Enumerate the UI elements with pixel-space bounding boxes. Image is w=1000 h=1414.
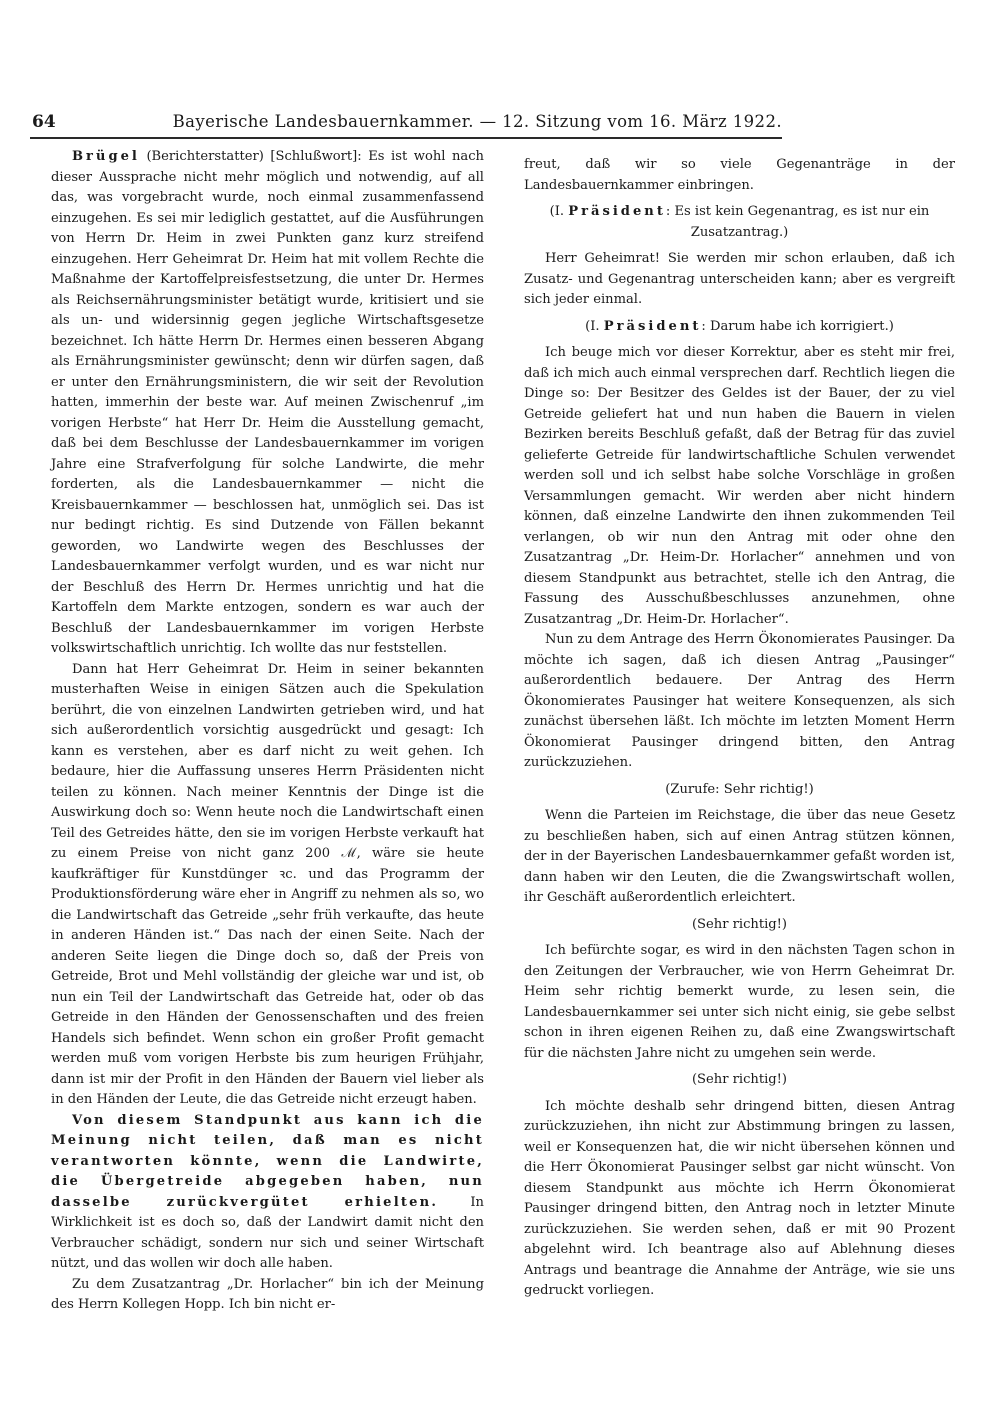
right-column: [524, 155, 955, 1302]
speaker-name: Präsident: [603, 318, 702, 334]
interjection-open: (I.: [585, 318, 604, 334]
paragraph-text: In Wirklichkeit ist es doch so, daß der Landwirt damit nicht den Verbraucher schädigt, sondern nur sich und seiner Wirtschaft nützt, und das wollen wir doch alle haben.: [51, 1194, 484, 1271]
interjection: [524, 317, 955, 338]
paragraph: Herr Geheimrat! Sie werden mir schon erlauben, daß ich Zusatz- und Gegenantrag unterscheiden kann; aber es vergreift sich jeder einmal.: [524, 251, 955, 307]
paragraph: freut, daß wir so viele Gegenanträge in der Landesbauernkammer einbringen.: [524, 157, 955, 193]
emphasized-text: Von diesem Standpunkt aus kann ich die Meinung nicht teilen, daß man es nicht verantworten könnte, wenn die Landwirte, die Übergetreide abgegeben haben, nun dasselbe zurückvergütet erhielten.: [51, 1112, 484, 1210]
paragraph: Wenn die Parteien im Reichstage, die über das neue Gesetz zu beschließen haben, sich auf einen Antrag stützen können, der in der Bayerischen Landesbauernkammer gefaßt worden ist, dann haben wir den Leuten, die die Zwangswirtschaft wollen, ihr Geschäft außerordentlich erleichtert.: [524, 808, 955, 905]
paragraph: Ich möchte deshalb sehr dringend bitten, diesen Antrag zurückzuziehen, ihn nicht zur Abstimmung bringen zu lassen, weil er Konsequenzen hat, die wir nicht übersehen können und die Herr Ökonomierat Pausinger selbst gar nicht wünscht. Von diesem Standpunkt aus möchte ich Herrn Ökonomierat Pausinger dringend bitten, den Antrag noch in letzter Minute zurückzuziehen. Sie werden sehen, daß er mit 90 Prozent abgelehnt wird. Ich beantrage also auf Ablehnung dieses Antrags und beantrage die Annahme der Anträge, wie sie uns gedruckt vorliegen.: [524, 1098, 955, 1298]
paragraph-text: Es ist wohl nach dieser Aussprache nicht mehr möglich und notwendig, auf all das, was vorgebracht wurde, noch einmal zusammenfassend einzugehen. Es sei mir lediglich gestattet, auf die Ausführungen von Herrn Dr. Heim in zwei Punkten ganz kurz streifend einzugehen. Herr Geheimrat Dr. Heim hat mit vollem Rechte die Maßnahme der Kartoffelpreisfestsetzung, die unter Dr. Hermes als Reichsernährungsminister betätigt wurde, kritisiert und sie als un- und widersinnig gegen jegliche Wirtschaftsgesetze bezeichnet. Ich hätte Herrn Dr. Hermes einen besseren Abgang als Ernährungsminister gewünscht; denn wir dürfen sagen, daß er unter den Ernährungsministern, die wir seit der Revolution hatten, immerhin der beste war. Auf meinen Zwischenruf „im vorigen Herbste“ hat Herr Dr. Heim die Ausstellung gemacht, daß bei dem Beschlusse der Landesbauernkammer im vorigen Jahre eine Strafverfolgung für solche Landwirte, die mehr forderten, als die Landesbauernkammer — nicht die Kreisbauernkammer — beschlossen hat, unmöglich sei. Das ist nur bedingt richtig. Es sind Dutzende von Fällen bekannt geworden, wo Landwirte wegen des Beschlusses der Landesbauernkammer verfolgt wurden, und es war nicht nur der Beschluß des Herrn Dr. Hermes unrichtig und hat die Kartoffeln dem Markte entzogen, sondern es war auch der Beschluß der Landesbauernkammer im vorigen Herbste volkswirtschaftlich unrichtig. Ich wollte das nur feststellen.: [51, 149, 484, 656]
paragraph: Nun zu dem Antrage des Herrn Ökonomierates Pausinger. Da möchte ich sagen, daß ich diesen Antrag „Pausinger“ außerordentlich bedauere. Der Antrag des Herrn Ökonomierates Pausinger hat weitere Konsequenzen, als sich zunächst übersehen läßt. Ich möchte im letzten Moment Herrn Ökonomierat Pausinger dringend bitten, den Antrag zurückzuziehen.: [524, 632, 956, 770]
header-rule: [30, 137, 782, 139]
paragraph: Dann hat Herr Geheimrat Dr. Heim in seiner bekannten musterhaften Weise in einigen Sätzen auch die Spekulation berührt, die von einzelnen Landwirten getrieben wird, und hat sich außerordentlich vorsichtig ausgedrückt und gesagt: Ich kann es verstehen, aber es darf nicht zu weit gehen. Ich bedaure, hier die Auffassung unseres Herrn Präsidenten nicht teilen zu können. Nach meiner Kenntnis der Dinge ist die Auswirkung doch so: Wenn heute noch die Landwirtschaft einen Teil des Getreides hätte, den sie im vorigen Herbste verkauft hat zu einem Preise von nicht ganz 200 ℳ, wäre sie heute kaufkräftiger für Kunstdünger ꝛc. und das Programm der Produktionsförderung wäre eher in Angriff zu nehmen als so, wo die Landwirtschaft das Getreide „sehr früh verkaufte, das heute in anderen Händen ist.“ Das nach der einen Seite. Nach der anderen Seite liegen die Dinge doch so, daß der Preis von Getreide, Brot und Mehl vollständig der gleiche war und ist, ob nun ein Teil der Landwirtschaft das Getreide hat, oder ob das Getreide in den Händen der Genossenschaften und des freien Handels sich befindet. Wenn schon ein großer Profit gemacht werden muß vom vorigen Herbste bis zum heurigen Frühjahr, dann ist mir der Profit in den Händen der Bauern viel lieber als in den Händen der Leute, die das Getreide nicht erzeugt haben.: [51, 661, 484, 1107]
interjection-text: : Es ist kein Gegenantrag, es ist nur ein Zusatzantrag.): [665, 204, 930, 240]
paragraph: [51, 1111, 484, 1275]
speaker-name: Präsident: [568, 204, 666, 219]
interjection: (Sehr richtig!): [691, 1072, 788, 1087]
interjection-text: : Darum habe ich korrigiert.): [701, 318, 894, 334]
paragraph: Ich beuge mich vor dieser Korrektur, aber es steht mir frei, daß ich mich auch einmal versprechen darf. Rechtlich liegen die Dinge so: Der Besitzer des Geldes ist der Bauer, der zu viel Getreide geliefert hat und nun haben die Bauern in vielen Bezirken bereits Beschluß gefaßt, daß der Betrag für das zuviel gelieferte Getreide für landwirtschaftliche Schulen verwendet werden soll und ich selbst habe solche Vorschläge in großen Versammlungen gemacht. Wir werden aber nicht hindern können, daß einzelne Landwirte den ihnen zukommenden Teil verlangen, ob wir nun den Antrag mit oder ohne den Zusatzantrag „Dr. Heim-Dr. Horlacher“ annehmen und von diesem Standpunkt aus betrachtet, stelle ich den Antrag, die Fassung des Ausschußbeschlusses anzunehmen, ohne Zusatzantrag „Dr. Heim-Dr. Horlacher“.: [524, 345, 955, 627]
paragraph: Zu dem Zusatzantrag „Dr. Horlacher“ bin ich der Meinung des Herrn Kollegen Hopp. Ich bin nicht er-: [51, 1276, 484, 1312]
paragraph: Ich befürchte sogar, es wird in den nächsten Tagen schon in den Zeitungen der Verbraucher, wie von Herrn Geheimrat Dr. Heim sehr richtig bemerkt wurde, zu lesen sein, die Landesbauernkammer sei unter sich nicht einig, sie gebe selbst schon in ihren eigenen Reihen zu, daß eine Zwangswirtschaft für die nächsten Jahre nicht zu umgehen sein werde.: [524, 943, 955, 1061]
running-title: Bayerische Landesbauernkammer. — 12. Sitzung vom 16. März 1922.: [172, 112, 782, 131]
interjection: (Zurufe: Sehr richtig!): [665, 781, 814, 797]
speaker-name: Brügel: [71, 149, 140, 164]
interjection-open: (I.: [549, 204, 569, 219]
paragraph: [51, 147, 484, 660]
interjection: [524, 202, 955, 243]
left-column: [51, 147, 484, 1316]
speaker-role: (Berichterstatter) [Schlußwort]:: [139, 149, 362, 164]
page-number: 64: [32, 112, 56, 132]
interjection: (Sehr richtig!): [691, 916, 788, 932]
running-header: [30, 112, 782, 140]
